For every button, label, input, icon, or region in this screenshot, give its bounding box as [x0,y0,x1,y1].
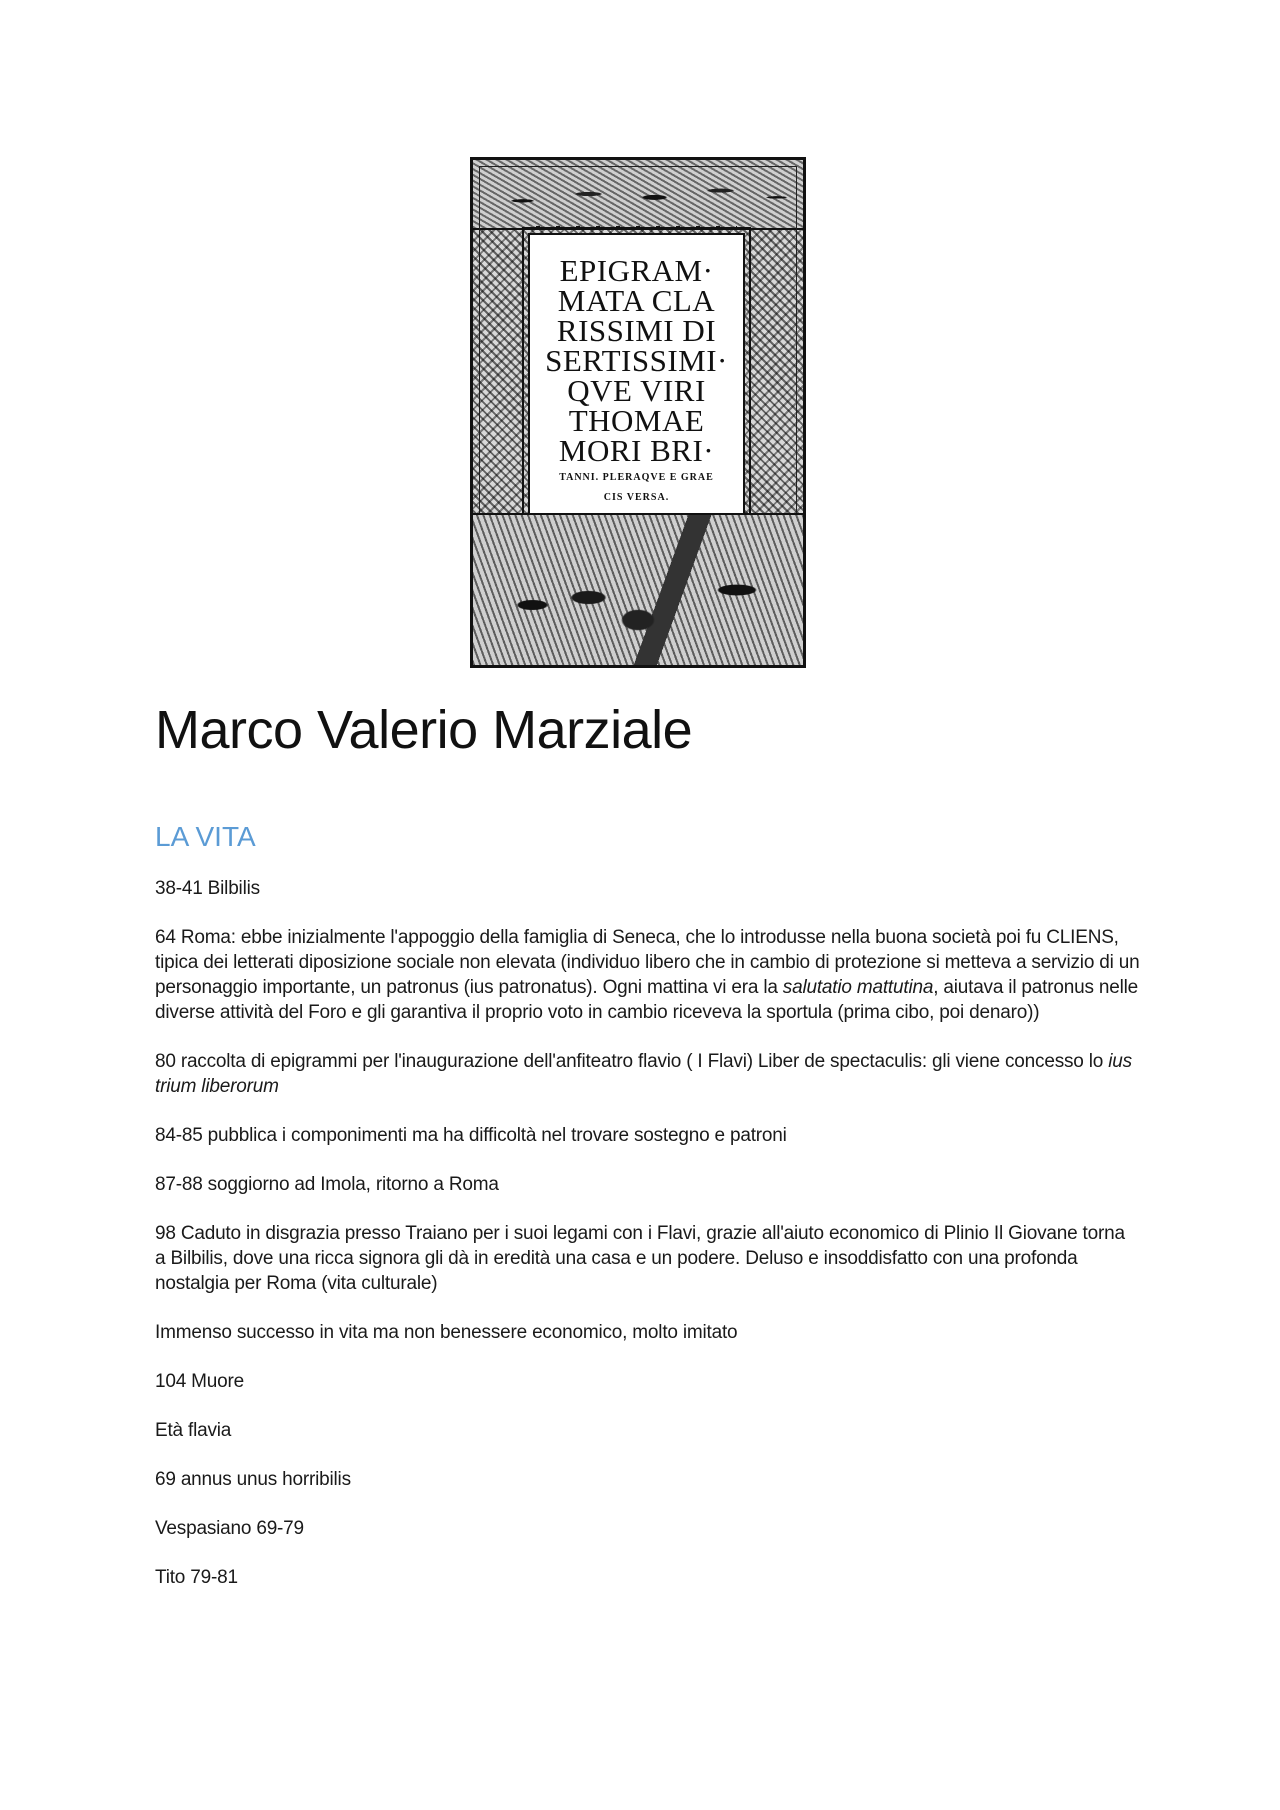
paragraph-text: 64 Roma: ebbe inizialmente l'appoggio della famiglia di Seneca, che lo introdusse nella buona società poi fu CLIENS, tipica dei letterati diposizione sociale non elevata (individuo libero che in cambio di protezione si metteva a servizio di un personaggio importante, un patronus (ius patronatus). Ogni mattina vi era la [155,927,1140,998]
woodcut-title-line: SERTISSIMI· [545,342,728,378]
italic-term: salutatio mattutina [782,977,934,998]
paragraph [155,1049,1140,1099]
paragraph: Immenso successo in vita ma non benessere economico, molto imitato [155,1322,738,1343]
paragraph: 84-85 pubblica i componimenti ma ha difficoltà nel trovare sostegno e patroni [155,1125,787,1146]
paragraph: Età flavia [155,1420,232,1441]
woodcut-title-line: MORI BRI· [558,432,715,468]
woodcut-title-page-image [470,157,806,668]
paragraph: 38-41 Bilbilis [155,878,260,899]
paragraph: 87-88 soggiorno ad Imola, ritorno a Roma [155,1174,499,1195]
paragraph: 104 Muore [155,1371,245,1392]
paragraph: 69 annus unus horribilis [155,1469,351,1490]
woodcut-subtitle-line: TANNI. PLERAQVE E GRAE [559,471,714,483]
woodcut-subtitle-line: CIS VERSA. [603,491,670,503]
section-heading: LA VITA [155,821,256,852]
woodcut-title-panel [528,233,745,528]
woodcut-title-line: QVE VIRI [567,372,706,408]
paragraph: Vespasiano 69-79 [155,1518,304,1539]
woodcut-title-line: THOMAE [568,402,705,438]
document-title: Marco Valerio Marziale [155,700,693,760]
woodcut-title-line: EPIGRAM· [559,252,714,288]
paragraph [155,925,1140,1025]
paragraph: Tito 79-81 [155,1567,238,1588]
paragraph-text: , aiutava il patronus nelle diverse attività del Foro e gli garantiva il proprio voto in cambio riceveva la sportula (prima cibo, poi denaro)) [155,977,1138,1023]
paragraph: 98 Caduto in disgrazia presso Traiano per i suoi legami con i Flavi, grazie all'aiuto economico di Plinio Il Giovane torna a Bilbilis, dove una ricca signora gli dà in eredità una casa e un podere. Deluso e insoddisfatto con una profonda nostalgia per Roma (vita culturale) [155,1223,1125,1294]
document-body [155,876,1140,1614]
woodcut-title-line: MATA CLA [557,282,716,318]
italic-term: ius trium liberorum [155,1051,1132,1097]
decorative-dots [536,226,737,230]
woodcut-title-line: RISSIMI DI [556,312,717,348]
paragraph-text: 80 raccolta di epigrammi per l'inaugurazione dell'anfiteatro flavio ( I Flavi) Liber de spectaculis: gli viene concesso lo [155,1051,1109,1072]
woodcut-figures-scene [473,513,803,665]
